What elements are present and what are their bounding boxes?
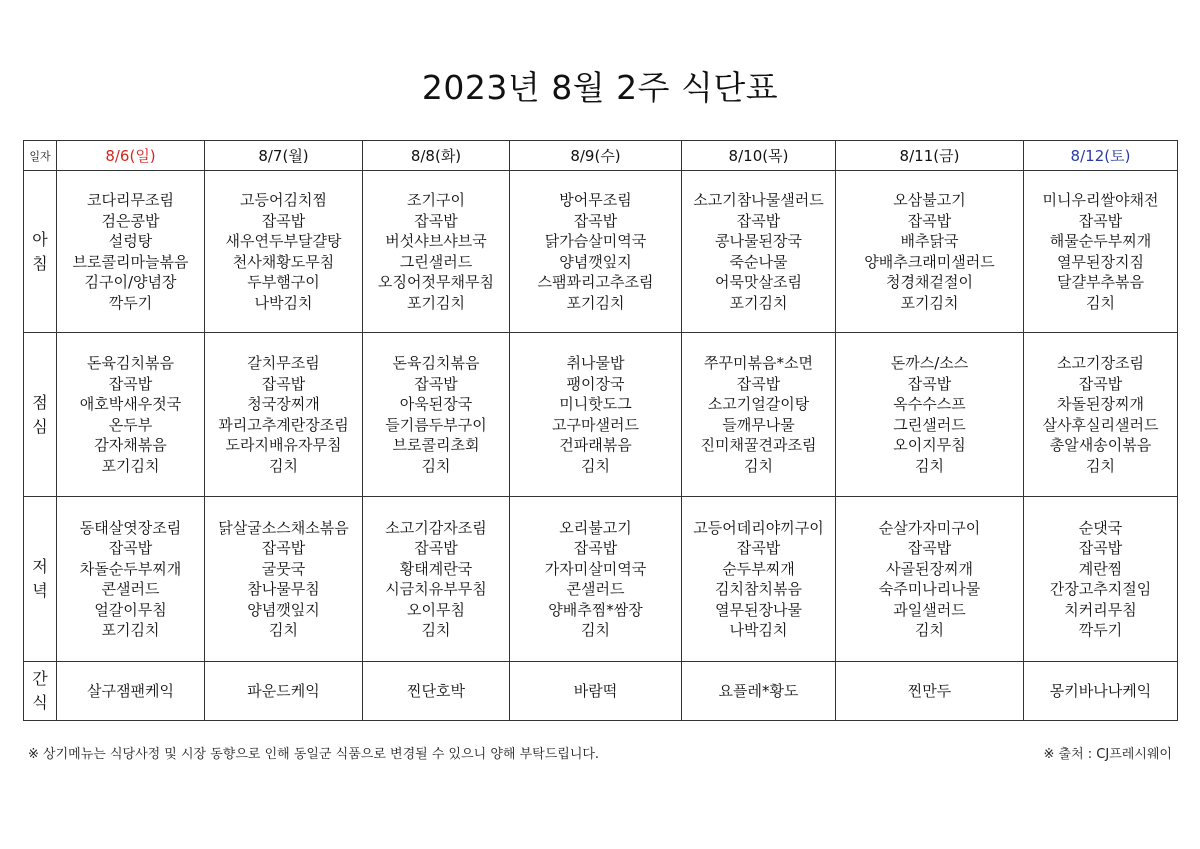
menu-item: 깍두기 (1078, 621, 1123, 639)
menu-item: 콘샐러드 (566, 580, 625, 598)
day-header-mon: 8/7(월) (205, 141, 363, 171)
day-header-fri: 8/11(금) (836, 141, 1024, 171)
menu-item: 김치 (915, 621, 944, 639)
menu-item: 소고기감자조림 (385, 518, 487, 537)
meal-label-char: 아 (32, 229, 48, 249)
menu-item: 잡곡밥 (414, 539, 458, 557)
menu-item: 간장고추지절임 (1049, 580, 1152, 598)
menu-cell (57, 333, 205, 497)
menu-item: 잡곡밥 (1078, 539, 1123, 557)
meal-label (24, 333, 57, 497)
menu-item: 브로콜리초회 (392, 436, 480, 454)
menu-item: 김치 (421, 621, 451, 639)
day-header-thu: 8/10(목) (682, 141, 836, 171)
menu-item: 총알새송이볶음 (1049, 436, 1152, 454)
menu-item: 잡곡밥 (108, 374, 153, 393)
menu-item: 잡곡밥 (414, 374, 458, 393)
menu-cell (836, 333, 1024, 497)
meal-label-char: 침 (32, 253, 48, 273)
menu-item: 양념깻잎지 (559, 252, 632, 271)
menu-cell (205, 171, 363, 333)
menu-item: 포기김치 (101, 456, 160, 475)
menu-item: 브로콜리마늘볶음 (72, 252, 189, 271)
menu-item: 들기름두부구이 (385, 415, 487, 434)
menu-item: 소고기장조림 (1057, 354, 1144, 372)
menu-item: 얼갈이무침 (94, 600, 167, 619)
menu-item: 설렁탕 (108, 232, 153, 250)
menu-item: 잡곡밥 (573, 211, 618, 230)
menu-item: 갈치무조림 (247, 354, 320, 372)
menu-item: 콩나물된장국 (715, 232, 802, 250)
menu-cell (682, 171, 836, 333)
menu-item: 차돌순두부찌개 (79, 559, 182, 578)
menu-item: 김치 (744, 456, 773, 475)
menu-cell (205, 662, 363, 721)
menu-cell (510, 171, 682, 333)
menu-item: 포기김치 (566, 293, 625, 312)
date-header-row (24, 141, 1178, 171)
menu-item: 사골된장찌개 (886, 559, 973, 578)
menu-item: 잡곡밥 (736, 374, 781, 393)
menu-item: 차돌된장찌개 (1057, 395, 1144, 413)
meal-label (24, 497, 57, 662)
menu-item: 살사후실리샐러드 (1042, 415, 1159, 434)
menu-item: 버섯샤브샤브국 (385, 232, 487, 250)
menu-item: 김치 (1086, 456, 1115, 475)
menu-item: 동태살엿장조림 (79, 518, 182, 537)
menu-item: 잡곡밥 (907, 374, 952, 393)
meal-label-char: 식 (32, 693, 48, 712)
menu-item: 순두부찌개 (722, 559, 795, 578)
menu-cell (682, 333, 836, 497)
day-header-sat: 8/12(토) (1024, 141, 1178, 171)
menu-item: 김치 (421, 456, 451, 475)
lunch-row (24, 333, 1178, 497)
menu-item: 잡곡밥 (1078, 211, 1123, 230)
menu-item: 순댓국 (1078, 518, 1123, 537)
menu-cell (836, 497, 1024, 662)
menu-item: 포기김치 (900, 293, 959, 312)
menu-item: 잡곡밥 (573, 539, 618, 557)
menu-item: 황태계란국 (399, 559, 473, 578)
menu-item: 잡곡밥 (108, 539, 153, 557)
menu-item: 김치 (581, 621, 610, 639)
menu-item: 닭살굴소스채소볶음 (218, 518, 349, 537)
menu-item: 돈육김치볶음 (87, 354, 174, 372)
menu-item: 열무된장나물 (715, 600, 802, 619)
menu-item: 새우연두부달걀탕 (225, 232, 342, 250)
menu-item: 나박김치 (254, 293, 313, 312)
menu-cell (836, 171, 1024, 333)
menu-item: 조기구이 (407, 191, 465, 209)
menu-cell (57, 171, 205, 333)
menu-item: 감자채볶음 (94, 436, 167, 454)
menu-item: 숙주미나리나물 (878, 580, 981, 598)
menu-item: 나박김치 (729, 621, 788, 639)
menu-item: 김치 (915, 456, 944, 475)
menu-item: 잡곡밥 (414, 211, 458, 230)
menu-item: 포기김치 (729, 293, 788, 312)
menu-item: 달걀부추볶음 (1057, 273, 1144, 291)
menu-item: 계란찜 (1078, 559, 1123, 578)
menu-item: 잡곡밥 (736, 539, 781, 557)
menu-cell (682, 662, 836, 721)
menu-item: 잡곡밥 (907, 539, 952, 557)
menu-item: 양배추찜*쌈장 (548, 600, 643, 619)
menu-item: 방어무조림 (559, 191, 632, 209)
menu-item: 열무된장지짐 (1057, 252, 1144, 271)
menu-cell (1024, 662, 1178, 721)
menu-item: 죽순나물 (729, 252, 788, 271)
menu-cell (57, 662, 205, 721)
day-header-tue: 8/8(화) (363, 141, 510, 171)
menu-cell (57, 497, 205, 662)
menu-item: 청국장찌개 (247, 395, 320, 413)
day-header-wed: 8/9(수) (510, 141, 682, 171)
menu-item: 소고기참나물샐러드 (693, 191, 824, 209)
menu-item: 잡곡밥 (907, 211, 952, 230)
menu-item: 깍두기 (108, 293, 153, 312)
menu-item: 콘샐러드 (101, 580, 160, 598)
menu-item: 김치 (581, 456, 610, 475)
menu-item: 쭈꾸미볶음*소면 (704, 354, 813, 372)
menu-item: 굴뭇국 (261, 559, 306, 578)
menu-item: 참나물무침 (247, 580, 320, 598)
menu-item: 배추닭국 (900, 232, 959, 250)
menu-item: 잡곡밥 (261, 211, 306, 230)
menu-item: 건파래볶음 (559, 436, 632, 454)
menu-item: 잡곡밥 (1078, 374, 1123, 393)
menu-item: 요플레*황도 (718, 681, 799, 700)
menu-item: 돈까스/소스 (890, 354, 969, 372)
menu-item: 잡곡밥 (261, 374, 306, 393)
menu-item: 김치 (269, 621, 298, 639)
menu-item: 두부햄구이 (247, 273, 320, 291)
menu-item: 스팸꽈리고추조림 (537, 273, 654, 291)
menu-item: 팽이장국 (566, 374, 625, 393)
menu-cell (205, 497, 363, 662)
menu-cell (836, 662, 1024, 721)
meal-label-char: 녁 (32, 581, 48, 600)
menu-item: 해물순두부찌개 (1049, 232, 1152, 250)
menu-item: 양배추크래미샐러드 (864, 252, 995, 271)
menu-item: 순살가자미구이 (878, 518, 981, 537)
menu-item: 잡곡밥 (261, 539, 306, 557)
meal-label (24, 171, 57, 333)
menu-item: 코다리무조림 (87, 191, 174, 209)
dinner-row (24, 497, 1178, 662)
menu-item: 잡곡밥 (736, 211, 781, 230)
menu-item: 시금치유부무침 (385, 580, 487, 598)
menu-cell (510, 497, 682, 662)
meal-plan-table (23, 140, 1178, 721)
menu-item: 가자미살미역국 (544, 559, 647, 578)
menu-item: 청경채겉절이 (886, 273, 973, 291)
breakfast-row (24, 171, 1178, 333)
menu-item: 살구잼팬케익 (87, 681, 174, 700)
menu-item: 오이지무침 (893, 436, 966, 454)
day-header-sun: 8/6(일) (57, 141, 205, 171)
page-title: 2023년 8월 2주 식단표 (421, 68, 779, 107)
menu-item: 천사채황도무침 (232, 252, 335, 271)
menu-item: 아욱된장국 (399, 395, 473, 413)
menu-item: 김치 (1086, 293, 1115, 312)
menu-item: 고등어데리야끼구이 (693, 518, 824, 537)
menu-item: 오삼불고기 (893, 191, 966, 209)
menu-item: 그린샐러드 (399, 252, 473, 271)
menu-cell (510, 333, 682, 497)
meal-label-char: 심 (32, 416, 48, 436)
menu-item: 포기김치 (101, 621, 160, 639)
meal-label-char: 점 (32, 392, 48, 412)
menu-item: 소고기얼갈이탕 (707, 395, 810, 413)
menu-item: 몽키바나나케익 (1049, 681, 1152, 700)
menu-item: 양념깻잎지 (247, 600, 320, 619)
menu-item: 들깨무나물 (722, 415, 795, 434)
menu-item: 파운드케익 (247, 681, 320, 700)
menu-item: 취나물밥 (566, 354, 625, 372)
menu-item: 미니핫도그 (559, 395, 632, 413)
meal-label-char: 저 (32, 557, 48, 576)
menu-item: 오징어젓무채무침 (378, 273, 494, 291)
menu-item: 미니우리쌀야채전 (1042, 191, 1159, 209)
menu-item: 꽈리고추계란장조림 (218, 415, 349, 434)
menu-item: 과일샐러드 (893, 600, 966, 619)
corner-label: 일자 (24, 141, 57, 171)
menu-item: 치커리무침 (1064, 600, 1137, 619)
menu-item: 김치참치볶음 (715, 580, 802, 598)
menu-cell (1024, 333, 1178, 497)
menu-item: 검은콩밥 (101, 211, 160, 230)
menu-cell (510, 662, 682, 721)
menu-item: 찐단호박 (407, 681, 465, 700)
menu-item: 포기김치 (407, 293, 465, 312)
menu-item: 오이무침 (407, 600, 465, 619)
menu-item: 김치 (269, 456, 298, 475)
menu-cell (682, 497, 836, 662)
menu-item: 찐만두 (907, 681, 952, 700)
menu-item: 그린샐러드 (893, 415, 966, 434)
menu-cell (363, 333, 510, 497)
menu-item: 돈육김치볶음 (392, 354, 480, 372)
menu-item: 어묵맛살조림 (715, 273, 802, 291)
menu-item: 온두부 (108, 415, 153, 434)
menu-cell (205, 333, 363, 497)
menu-cell (363, 662, 510, 721)
menu-item: 도라지배유자무침 (225, 436, 342, 454)
menu-item: 고구마샐러드 (552, 415, 639, 434)
menu-item: 진미채꿀견과조림 (700, 436, 817, 454)
menu-cell (1024, 171, 1178, 333)
menu-item: 바람떡 (573, 681, 618, 700)
menu-item: 옥수수스프 (893, 395, 966, 413)
snack-row (24, 662, 1178, 721)
meal-label (24, 662, 57, 721)
menu-item: 닭가슴살미역국 (544, 232, 647, 250)
menu-cell (363, 171, 510, 333)
menu-item: 오리불고기 (559, 518, 632, 537)
menu-item: 김구이/양념장 (84, 273, 177, 291)
menu-item: 고등어김치찜 (240, 191, 327, 209)
menu-cell (363, 497, 510, 662)
footer-source: ※ 출처 : CJ프레시웨이 (1043, 747, 1172, 762)
menu-item: 애호박새우젓국 (79, 395, 182, 413)
footer-note: ※ 상기메뉴는 식당사정 및 시장 동향으로 인해 동일군 식품으로 변경될 수 있으니 양해 부탁드립니다. (28, 747, 600, 762)
menu-cell (1024, 497, 1178, 662)
meal-label-char: 간 (32, 669, 48, 688)
